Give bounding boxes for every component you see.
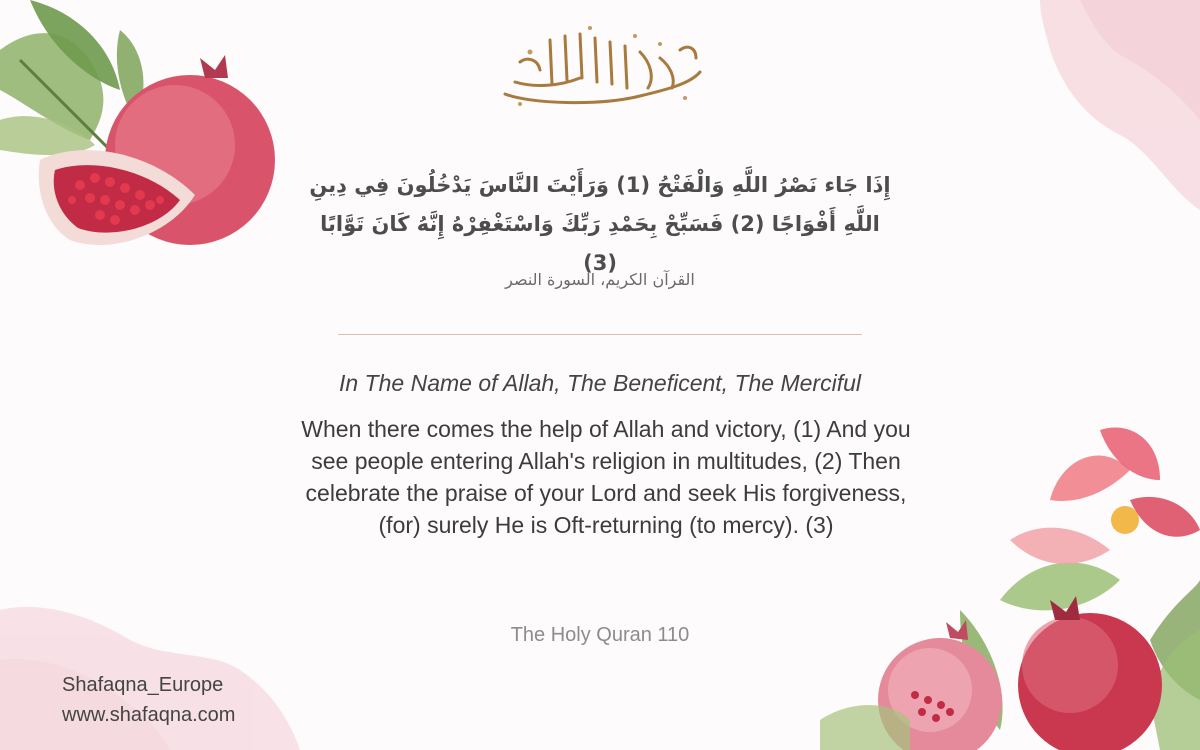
brand-url: www.shafaqna.com [62,704,236,726]
pink-watercolor-splash [1040,0,1200,210]
arabic-verse: إِذَا جَاء نَصْرُ اللَّهِ وَالْفَتْحُ (1) وَرَأَيْتَ النَّاسَ يَدْخُلُونَ فِي دِينِ اللَّهِ أَفْوَاجًا (2) فَسَبِّحْ بِحَمْدِ رَبِّكَ وَاسْتَغْفِرْهُ إِنَّهُ كَانَ تَوَّابًا (3) [309,173,891,275]
divider [338,334,862,335]
english-translation: When there comes the help of Allah and victory, (1) And you see people entering Allah's religion in multitudes, (2) Then celebrate the praise of your Lord and seek His forgiveness, (for) surely He is Oft-returning (to mercy). (3) [301,416,911,538]
english-title: In The Name of Allah, The Beneficent, The Merciful [338,370,861,396]
bismillah-calligraphy-icon [490,22,710,112]
english-source: The Holy Quran 110 [510,624,690,646]
arabic-source: القرآن الكريم، السورة النصر [505,270,695,289]
brand-name: Shafaqna_Europe [62,674,224,696]
pomegranate-with-leaves-icon [0,0,275,245]
